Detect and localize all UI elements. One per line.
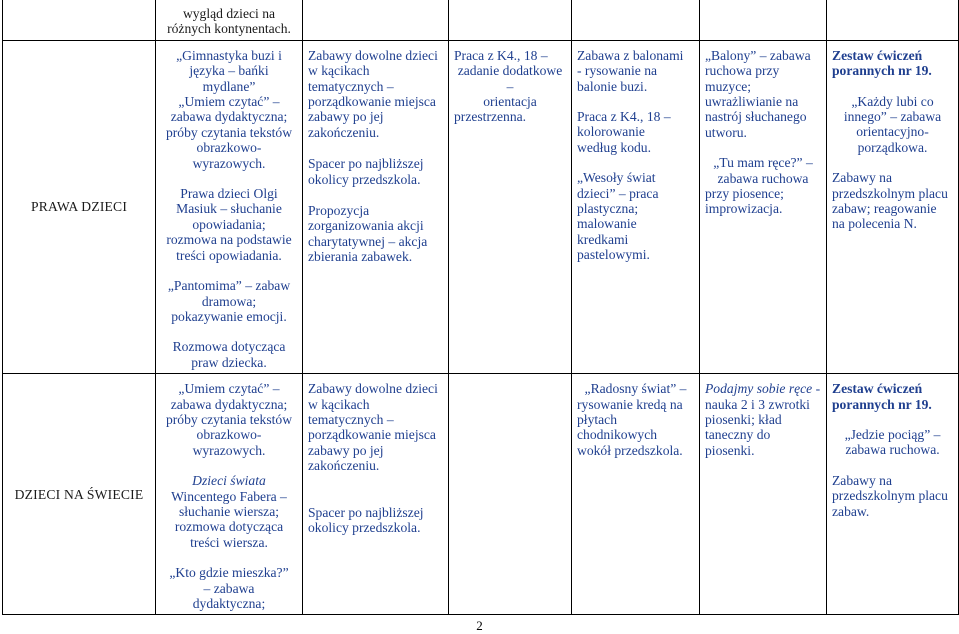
text-line: porządkowanie miejsca (308, 94, 436, 110)
text-line: Zabawy dowolne dzieci (308, 381, 438, 397)
text-line: zabawa dydaktyczna; (170, 396, 288, 412)
text-line: – zabawa (203, 580, 255, 596)
text-line: dzieci” – praca (577, 185, 659, 201)
text-line: „Radosny świat” – (584, 381, 687, 397)
music-cell (700, 374, 827, 615)
activities-cell (156, 40, 303, 373)
text-line: uwrażliwianie na (705, 94, 799, 110)
text-line: treści wiersza. (190, 534, 268, 550)
free-play-cell (303, 374, 449, 615)
text-line: zabawa ruchowa. (845, 442, 940, 458)
exercise-cell (827, 40, 959, 373)
text-line: „Tu mam ręce?” – (713, 155, 813, 171)
text-line: obrazkowo- (196, 427, 262, 443)
text-line: okolicy przedszkola. (308, 519, 421, 535)
text-line: wyrazowych. (192, 155, 266, 171)
text-line: „Umiem czytać” – (178, 381, 280, 397)
text-line: porządkowanie miejsca (308, 427, 436, 443)
text-line: dydaktyczna; (192, 596, 266, 611)
text-line: tematycznych – (308, 411, 394, 427)
text-line: przedszkolnym placu (832, 488, 948, 504)
table-row (3, 0, 959, 40)
text-line: „Każdy lubi co (851, 93, 934, 109)
topic-title: DZIECI NA ŚWIECIE (14, 486, 144, 502)
text-line: „Jedzie pociąg” – (844, 426, 941, 442)
text-line: charytatywnej – akcja (308, 233, 428, 249)
page-number: 2 (476, 618, 483, 633)
text-line: „Gimnastyka buzi i (176, 47, 282, 63)
text-line: Zestaw ćwiczeń (832, 47, 923, 63)
text-line: pastelowymi. (577, 247, 650, 263)
text-line: słuchanie wiersza; (178, 503, 280, 519)
text-line: dramowa; (201, 293, 257, 309)
text-line: zadanie dodatkowe – (457, 63, 563, 94)
text-line: kredkami (577, 231, 629, 247)
text-line: porannych nr 19. (832, 396, 932, 412)
text-line: zabaw; reagowanie (832, 201, 937, 217)
text-line: Wincentego Fabera – (171, 488, 287, 504)
text-line: przedszkolnym placu (832, 185, 948, 201)
text-line: Podajmy sobie ręce - (705, 381, 821, 397)
text-line: przy piosence; (705, 186, 784, 202)
text-line: Praca z K4., 18 – (577, 109, 671, 125)
text-line: próby czytania tekstów (165, 124, 293, 140)
text-line: Zabawy na (832, 170, 893, 186)
empty-cell (572, 0, 700, 40)
text-line: treści opowiadania. (176, 247, 282, 263)
text-line: „Wesoły świat (577, 170, 656, 186)
text-line: „Balony” – zabawa (705, 47, 811, 63)
exercise-cell (827, 374, 959, 615)
text-line: porządkowa. (857, 139, 928, 155)
text-line: „Umiem czytać” – (178, 94, 280, 110)
text-line: chodnikowych (577, 427, 658, 443)
text-line: - rysowanie na (577, 63, 658, 79)
table-row (3, 374, 959, 615)
text-line: rysowanie kredą na (577, 396, 683, 412)
text-line: plastyczna; (577, 201, 639, 217)
text-line: nauka 2 i 3 zwrotki (705, 396, 810, 412)
text-line: na polecenia N. (832, 216, 917, 232)
text-line: tematycznych – (308, 78, 394, 94)
text-line: balonie buzi. (577, 78, 648, 94)
text-line: Propozycja (308, 203, 370, 219)
text-line: Masiuk – słuchanie (176, 201, 282, 217)
text-line: Zabawy dowolne dzieci (308, 47, 438, 63)
text-line: próby czytania tekstów (165, 411, 293, 427)
text-line: zabaw. (832, 503, 870, 519)
free-play-cell (303, 40, 449, 373)
text-line: rozmowa na podstawie (166, 232, 292, 248)
text-line: zorganizowania akcji (308, 218, 424, 234)
lesson-plan-table (2, 0, 959, 615)
text-line: płytach (577, 411, 618, 427)
text-line: przestrzenna. (454, 109, 527, 125)
text-line: wokół przedszkola. (577, 442, 683, 458)
text-line: Zabawa z balonami (577, 47, 684, 63)
music-cell (700, 40, 827, 373)
text-line: wygląd dzieci na (182, 6, 276, 21)
topic-title: PRAWA DZIECI (30, 199, 128, 215)
text-line: „Kto gdzie mieszka?” (169, 565, 289, 581)
worksheet-cell (449, 40, 572, 373)
text-line: zabawa ruchowa (717, 170, 809, 186)
text-line: ruchowa przy (705, 63, 780, 79)
text-line: zakończeniu. (308, 458, 380, 474)
text-line: Zabawy na (832, 472, 893, 488)
text-line: muzyce; (705, 78, 752, 94)
text-line: zabawy po jej (308, 109, 384, 125)
text-line: porannych nr 19. (832, 63, 932, 79)
text-line: pokazywanie emocji. (171, 308, 287, 324)
activities-cell (156, 0, 303, 40)
text-line: okolicy przedszkola. (308, 171, 421, 187)
text-line: zakończeniu. (308, 124, 380, 140)
text-line: piosenki; kład (705, 411, 782, 427)
empty-cell (827, 0, 959, 40)
table-row (3, 40, 959, 373)
text-line: innego” – zabawa (843, 109, 942, 125)
text-line: zabawa dydaktyczna; (170, 109, 288, 125)
text-line: wyrazowych. (192, 442, 266, 458)
worksheet-cell (449, 374, 572, 615)
text-line: Dzieci świata (192, 473, 266, 489)
text-line: różnych kontynentach. (167, 21, 291, 37)
text-line: według kodu. (577, 139, 652, 155)
text-line: obrazkowo- (196, 140, 262, 156)
art-cell (572, 374, 700, 615)
text-line: Spacer po najbliższej (308, 504, 424, 520)
text-line: Prawa dzieci Olgi (180, 186, 278, 202)
empty-cell (303, 0, 449, 40)
text-line: Rozmowa dotycząca (172, 339, 286, 355)
text-line: orientacja (483, 94, 537, 110)
text-line: orientacyjno- (856, 124, 929, 140)
text-line: kolorowanie (577, 124, 645, 140)
empty-cell (449, 0, 572, 40)
text-line: Zestaw ćwiczeń (832, 381, 923, 397)
text-line: Spacer po najbliższej (308, 156, 424, 172)
text-line: praw dziecka. (191, 354, 267, 370)
text-line: w kącikach (308, 396, 370, 412)
text-line: nastrój słuchanego (705, 109, 807, 125)
text-line: zabawy po jej (308, 442, 384, 458)
text-line: języka – bańki (189, 63, 269, 79)
text-line: „Pantomima” – zabaw (167, 278, 291, 294)
text-line: opowiadania; (192, 216, 266, 232)
topic-cell (3, 374, 156, 615)
text-line: malowanie (577, 216, 637, 232)
text-line: utworu. (705, 124, 747, 140)
text-line: mydlane” (202, 78, 256, 94)
art-cell (572, 40, 700, 373)
text-line: w kącikach (308, 63, 370, 79)
text-line: piosenki. (705, 442, 755, 458)
empty-cell (700, 0, 827, 40)
text-line: rozmowa dotycząca (174, 519, 284, 535)
text-line: Praca z K4., 18 – (454, 47, 548, 63)
activities-cell (156, 374, 303, 615)
text-line: taneczny do (705, 427, 771, 443)
topic-cell (3, 40, 156, 373)
text-line: zbierania zabawek. (308, 249, 413, 265)
text-line: improwizacja. (705, 201, 783, 217)
topic-cell (3, 0, 156, 40)
